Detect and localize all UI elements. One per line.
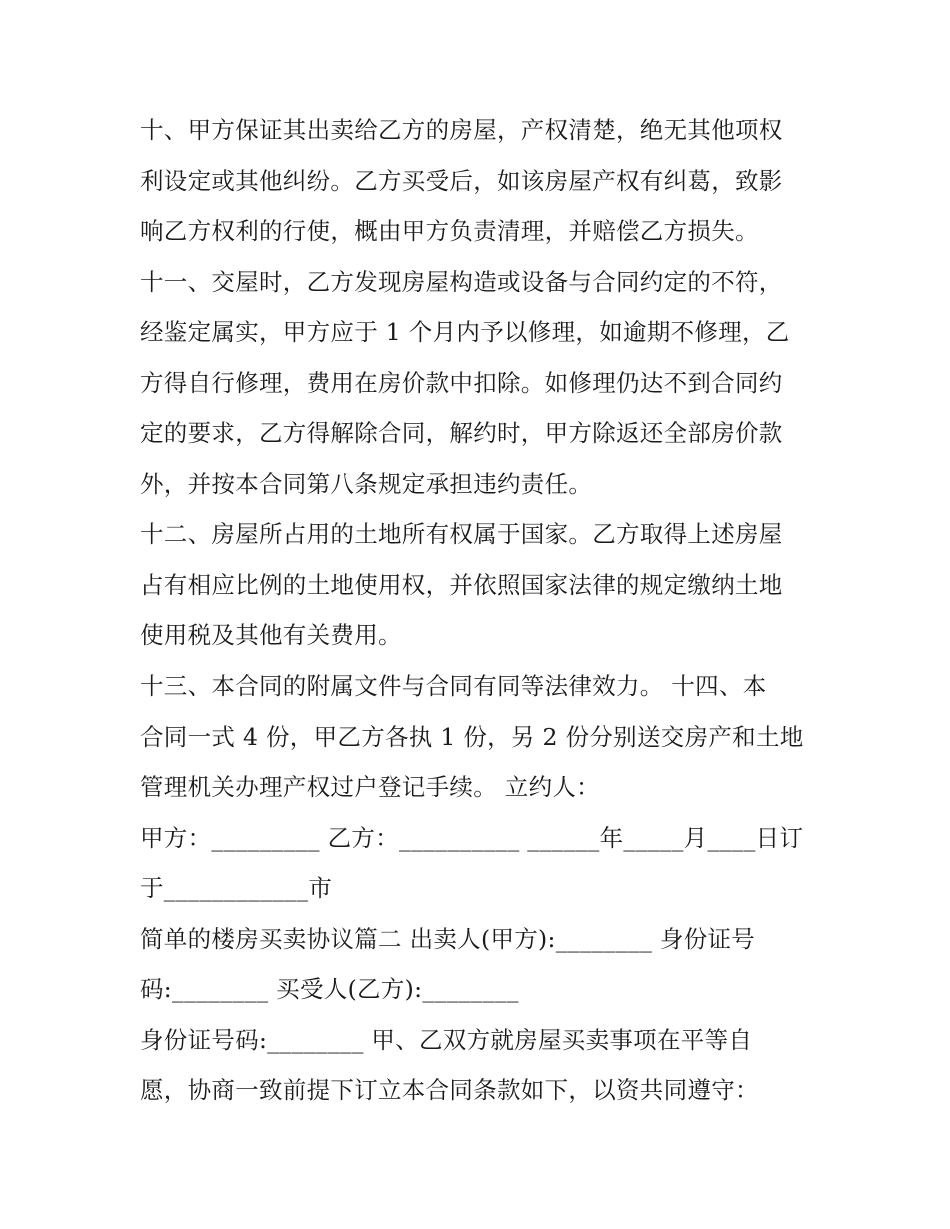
text-line: 占有相应比例的土地使用权，并依照国家法律的规定缴纳土地 (140, 571, 783, 599)
text-line: 合同一式 4 份，甲乙方各执 1 份，另 2 份分别送交房产和土地 (140, 723, 804, 751)
text-line: 十三、本合同的附属文件与合同有同等法律效力。 十四、本 (140, 672, 767, 700)
text-line: 响乙方权利的行使，概由甲方负责清理，并赔偿乙方损失。 (140, 217, 759, 245)
text-line: 经鉴定属实，甲方应于 1 个月内予以修理，如逾期不修理，乙 (140, 318, 790, 346)
text-line: 身份证号码:________ 甲、乙双方就房屋买卖事项在平等自 (140, 1026, 753, 1054)
text-line: 利设定或其他纠纷。乙方买受后，如该房屋产权有纠葛，致影 (140, 167, 783, 195)
text-line: 简单的楼房买卖协议篇二 出卖人(甲方):________ 身份证号 (140, 925, 756, 953)
text-line: 使用税及其他有关费用。 (140, 621, 402, 649)
text-line: 十一、交屋时，乙方发现房屋构造或设备与合同约定的不符， (140, 268, 783, 296)
text-line: 方得自行修理，费用在房价款中扣除。如修理仍达不到合同约 (140, 369, 783, 397)
text-line: 于____________市 (140, 874, 333, 902)
text-line: 甲方：_________ 乙方：__________ ______年_____月____日订 (140, 824, 804, 852)
text-line: 码:________ 买受人(乙方):________ (140, 975, 519, 1003)
text-line: 愿，协商一致前提下订立本合同条款如下，以资共同遵守： (140, 1076, 759, 1104)
text-line: 定的要求，乙方得解除合同，解约时，甲方除返还全部房价款 (140, 419, 783, 447)
text-line: 十、甲方保证其出卖给乙方的房屋，产权清楚，绝无其他项权 (140, 116, 783, 144)
text-line: 管理机关办理产权过户登记手续。 立约人： (140, 773, 600, 801)
text-line: 十二、房屋所占用的土地所有权属于国家。乙方取得上述房屋 (140, 520, 783, 548)
text-line: 外，并按本合同第八条规定承担违约责任。 (140, 470, 593, 498)
